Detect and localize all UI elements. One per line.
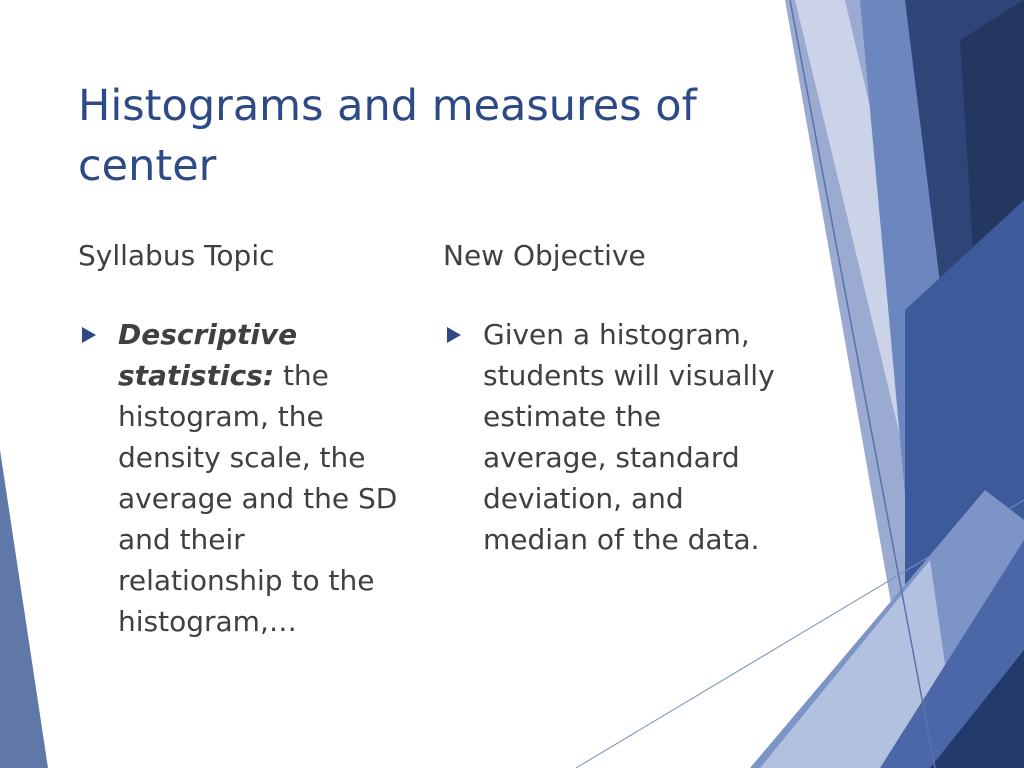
syllabus-topic-heading: Syllabus Topic bbox=[78, 239, 275, 272]
syllabus-topic-bullet bbox=[78, 314, 408, 642]
bullet-description: Given a histogram, students will visually estimate the average, standard deviation, and median of the data. bbox=[483, 318, 775, 556]
new-objective-bullet bbox=[443, 314, 788, 560]
new-objective-heading: New Objective bbox=[443, 239, 646, 272]
bullet-arrow-icon bbox=[82, 327, 96, 343]
new-objective-list bbox=[443, 314, 788, 560]
left-edge-accent bbox=[0, 450, 48, 768]
syllabus-topic-list bbox=[78, 314, 408, 642]
bullet-description: the histogram, the density scale, the average and the SD and their relationship to the histogram,… bbox=[118, 359, 398, 638]
bullet-term: Descriptive statistics: bbox=[118, 318, 298, 392]
slide-title: Histograms and measures of center bbox=[78, 81, 697, 191]
bullet-arrow-icon bbox=[447, 327, 461, 343]
